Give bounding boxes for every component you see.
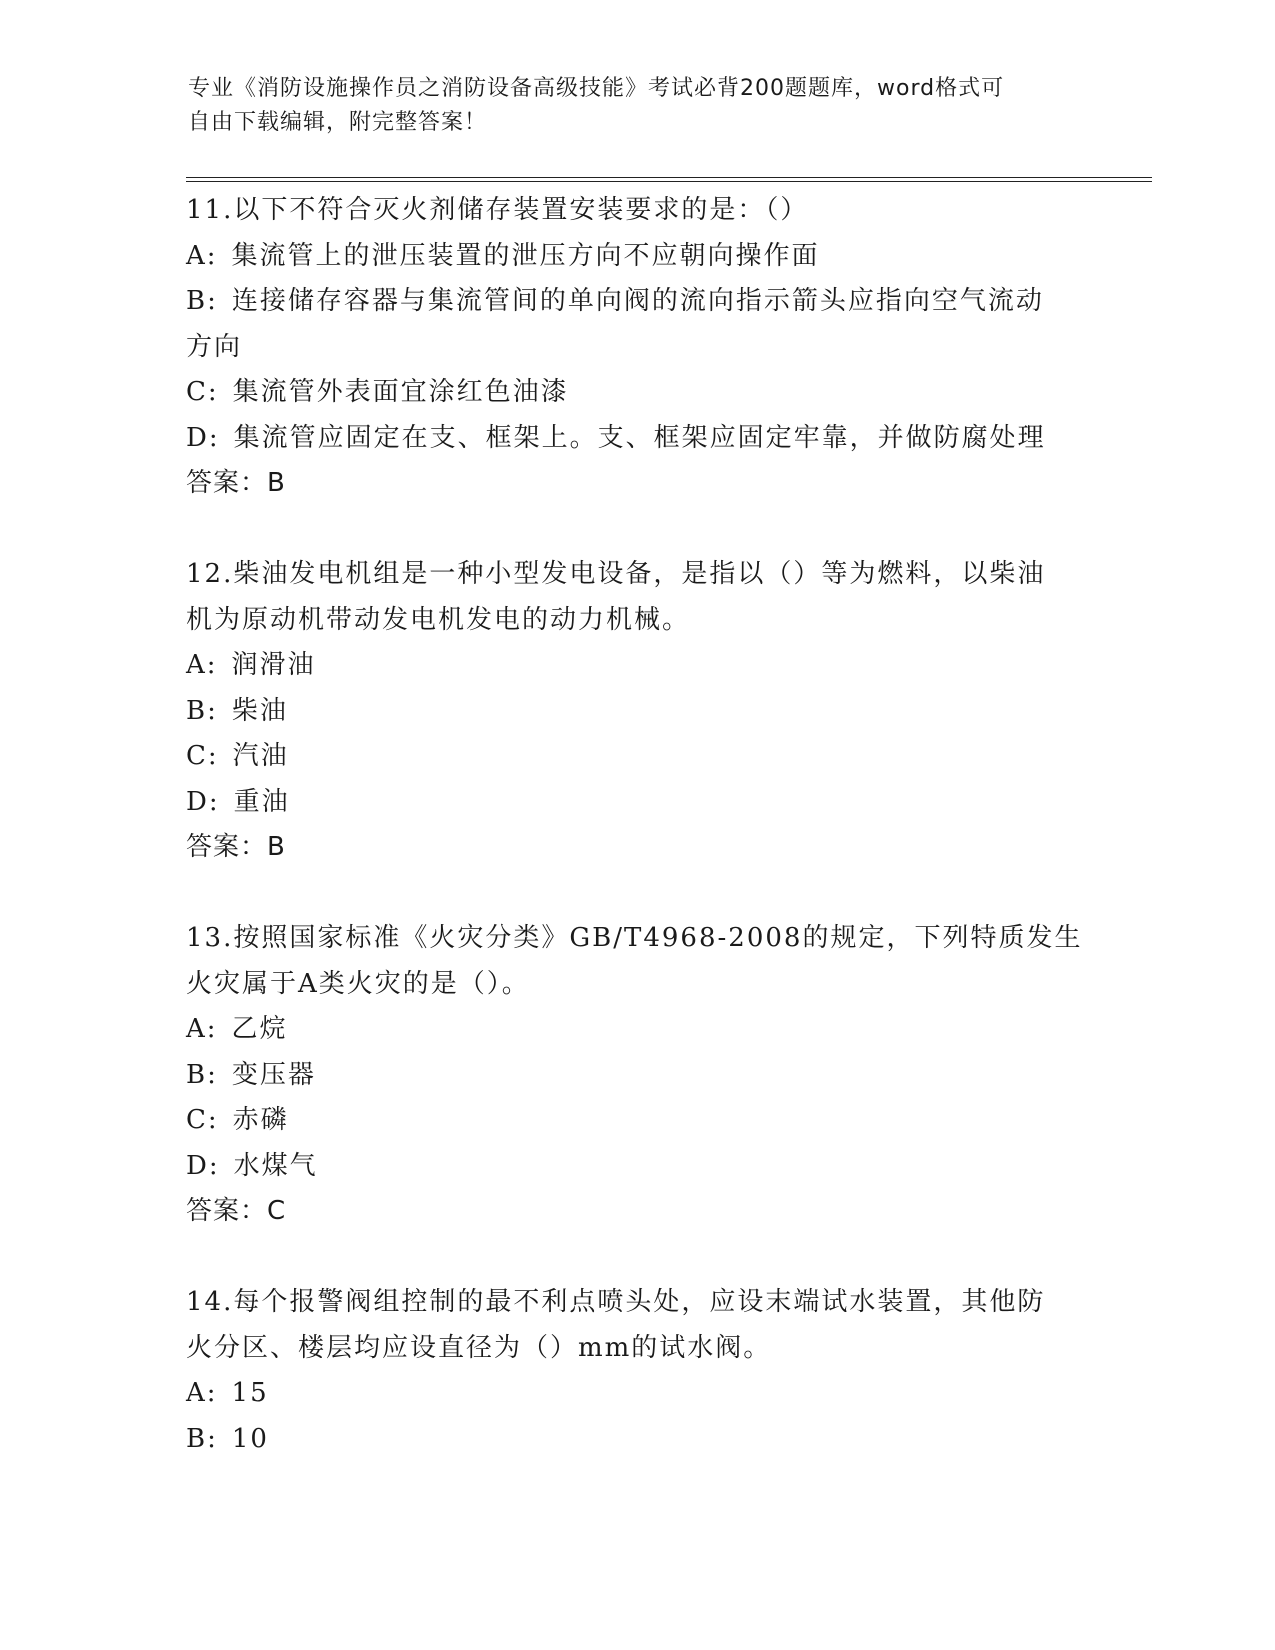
option-text: 15	[231, 1378, 269, 1408]
option-b	[186, 1053, 1086, 1099]
header-line-1: 专业《消防设施操作员之消防设备高级技能》考试必背200题题库，word格式可	[188, 76, 1005, 101]
option-text: 赤磷	[232, 1105, 289, 1135]
option-a	[186, 1007, 1086, 1053]
option-key: B:	[186, 695, 218, 726]
question-item	[186, 552, 1086, 871]
question-stem-continuation: 机为原动机带动发电机发电的动力机械。	[186, 604, 691, 635]
question-stem: 12.柴油发电机组是一种小型发电设备，是指以（）等为燃料，以柴油	[186, 559, 1046, 589]
option-text: 集流管上的泄压装置的泄压方向不应朝向操作面	[231, 240, 820, 271]
question-list	[186, 188, 1086, 1508]
document-header	[188, 72, 1068, 140]
option-c	[186, 734, 1086, 780]
option-d	[186, 1144, 1086, 1190]
answer-line: 答案：B	[186, 468, 286, 498]
option-key: D:	[186, 786, 220, 817]
question-stem: 14.每个报警阀组控制的最不利点喷头处，应设末端试水装置，其他防	[186, 1287, 1046, 1317]
question-stem-continuation: 火灾属于A类火灾的是（）。	[186, 968, 530, 999]
option-text: 水煤气	[233, 1150, 318, 1181]
option-b	[186, 1417, 1086, 1463]
option-text: 润滑油	[231, 650, 316, 680]
answer-line: 答案：B	[186, 832, 286, 862]
question-stem: 13.按照国家标准《火灾分类》GB/T4968-2008的规定，下列特质发生	[186, 923, 1083, 953]
option-b	[186, 279, 1086, 325]
option-key: D:	[186, 422, 220, 453]
option-text: 汽油	[232, 741, 289, 771]
option-d	[186, 416, 1086, 462]
header-line-2: 自由下载编辑，附完整答案！	[188, 110, 488, 135]
option-a	[186, 643, 1086, 689]
option-key: A:	[186, 240, 218, 271]
option-key: A:	[186, 1014, 218, 1044]
header-divider	[186, 177, 1152, 182]
question-stem-continuation: 火分区、楼层均应设直径为（）mm的试水阀。	[186, 1332, 772, 1363]
option-text: 10	[231, 1423, 269, 1454]
question-item	[186, 1280, 1086, 1462]
option-text: 连接储存容器与集流管间的单向阀的流向指示箭头应指向空气流动	[231, 286, 1044, 316]
option-key: C:	[186, 1105, 219, 1135]
answer-line: 答案：C	[186, 1196, 287, 1226]
option-key: D:	[186, 1150, 220, 1181]
option-key: C:	[186, 377, 219, 407]
option-text: 集流管应固定在支、框架上。支、框架应固定牢靠，并做防腐处理	[233, 422, 1046, 453]
option-b-continuation: 方向	[186, 331, 243, 362]
option-key: B:	[186, 1423, 218, 1454]
question-item	[186, 188, 1086, 507]
option-text: 乙烷	[231, 1014, 288, 1044]
option-d	[186, 780, 1086, 826]
option-text: 柴油	[231, 695, 288, 726]
option-a	[186, 1371, 1086, 1417]
option-a	[186, 234, 1086, 280]
option-key: A:	[186, 650, 218, 680]
option-b	[186, 689, 1086, 735]
option-text: 集流管外表面宜涂红色油漆	[232, 377, 569, 407]
option-key: B:	[186, 1059, 218, 1090]
option-key: B:	[186, 286, 218, 316]
option-key: A:	[186, 1378, 218, 1408]
option-c	[186, 1098, 1086, 1144]
option-text: 重油	[233, 786, 290, 817]
question-stem: 11.以下不符合灭火剂储存装置安装要求的是：（）	[186, 195, 809, 225]
option-text: 变压器	[231, 1059, 316, 1090]
option-key: C:	[186, 741, 219, 771]
option-c	[186, 370, 1086, 416]
question-item	[186, 916, 1086, 1235]
